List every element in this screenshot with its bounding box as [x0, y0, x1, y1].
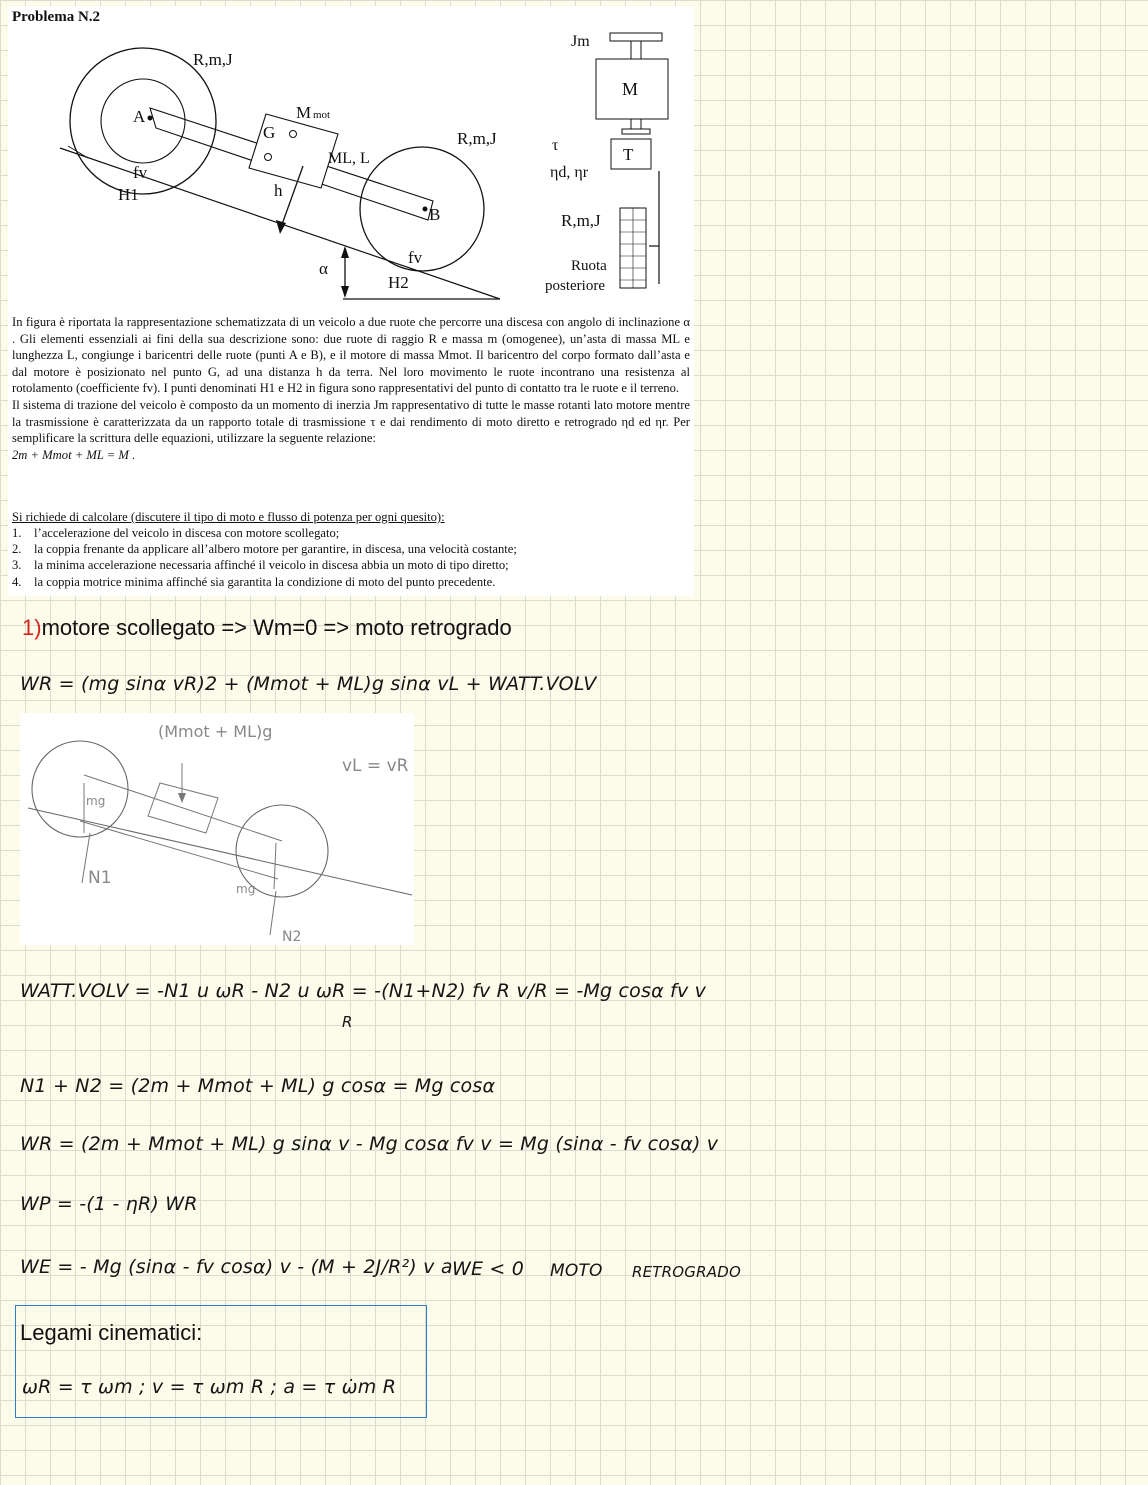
sketch-n2: N2 [282, 929, 302, 945]
label-eta: ηd, ηr [550, 164, 589, 181]
we-negative: WE < 0 [452, 1258, 525, 1280]
solution-heading [22, 615, 512, 641]
label-a: A [133, 107, 146, 126]
label-ruota: Ruota [571, 258, 607, 274]
equation-we: WE = - Mg (sinα - fv cosα) v - (M + 2J/R²) v a [20, 1256, 453, 1278]
label-fv-left: fv [133, 163, 148, 182]
equation-wr-expanded: WR = (2m + Mmot + ML) g sinα v - Mg cosα fv v = Mg (sinα - fv cosα) v [20, 1133, 719, 1155]
label-m-box: M [622, 79, 639, 99]
kinematic-equation: ωR = τ ωm ; v = τ ωm R ; a = τ ω̇m R [22, 1376, 397, 1398]
point-b [423, 207, 428, 212]
moto-label: MOTO [550, 1261, 603, 1281]
requests-heading: Si richiede di calcolare (discutere il tipo di moto e flusso di potenza per ogni quesito): [12, 510, 445, 524]
requests-list [12, 525, 517, 590]
equation-normal-forces: N1 + N2 = (2m + Mmot + ML) g cosα = Mg cosα [20, 1075, 496, 1097]
paragraph-2: Il sistema di trazione del veicolo è composto da un momento di inerzia Jm rappresentativo di tutte le masse rotanti lato motore mentre la trasmissione è caratterizzata da un rapporto totale di trasmissione τ e dai rendimento di moto diretto e retrogrado ηd ed ηr. Per semplificare la scrittura delle equazioni, utilizzare la seguente relazione: [12, 397, 690, 446]
point-g [265, 154, 272, 161]
equation-wp: WP = -(1 - ηR) WR [20, 1193, 198, 1215]
retrogrado-label: RETROGRADO [632, 1263, 741, 1281]
sketch-mg-right: mg [236, 882, 256, 896]
relation: 2m + Mmot + ML = M . [12, 447, 136, 462]
label-jm: Jm [571, 33, 590, 50]
label-h1: H1 [118, 185, 139, 204]
request-item: 4. la coppia motrice minima affinché sia garantita la condizione di moto del punto precedente. [12, 574, 496, 589]
sketch-velocity-equality: vL = vR [342, 756, 409, 776]
label-fv-right: fv [408, 248, 423, 267]
label-tau: τ [552, 137, 559, 154]
problem-description [12, 314, 690, 463]
request-item: 3. la minima accelerazione necessaria affinché il veicolo in discesa abbia un moto di tipo diretto; [12, 558, 509, 573]
label-t-box: T [623, 145, 634, 164]
label-h: h [274, 181, 283, 200]
free-body-sketch [20, 713, 414, 945]
point-a [148, 116, 153, 121]
rear-wheel-rect [620, 208, 646, 288]
sketch-mg-left: mg [86, 794, 106, 808]
label-alpha: α [319, 259, 328, 278]
sketch-load-label: (Mmot + ML)g [158, 722, 273, 741]
label-mmot: M [296, 103, 312, 122]
equation-wr: WR = (mg sinα vR)2 + (Mmot + ML)g sinα vL + WATT.VOLV [20, 673, 597, 695]
equation-watt: WATT.VOLV = -N1 u ωR - N2 u ωR = -(N1+N2) fv R v/R = -Mg cosα fv v [20, 980, 707, 1002]
kinematic-title: Legami cinematici: [20, 1320, 203, 1345]
request-item: 1. l’accelerazione del veicolo in discesa con motore scollegato; [12, 526, 340, 540]
vehicle-diagram [8, 6, 694, 306]
label-mmot-sub: mot [313, 109, 331, 121]
label-h2: H2 [388, 273, 409, 292]
label-rmj-top: R,m,J [193, 50, 233, 69]
paragraph-1: In figura è riportata la rappresentazione schematizzata di un veicolo a due ruote che percorre una discesa con angolo di inclinazione α . Gli elementi essenziali ai fini della sua descrizione sono: due ruote di raggio R e massa m (omogenee), un’asta di massa ML e lunghezza L, congiunge i baricentri delle ruote (punti A e B), e il motore di massa Mmot. Il baricentro del corpo formato dall’asta e dal motore è posizionato nel punto G, ad una distanza h da terra. Nel loro movimento le ruote incontrano una resistenza al rotolamento (coefficiente fv). I punti denominati H1 e H2 in figura sono rappresentativi del punto di contatto tra le ruote e il terreno. [12, 315, 690, 396]
label-rmj-wheel: R,m,J [561, 211, 601, 230]
equation-watt-denominator: R [342, 1013, 353, 1031]
label-rmj-right: R,m,J [457, 129, 497, 148]
problem-statement [8, 6, 694, 596]
sketch-n1: N1 [88, 868, 112, 888]
problem-title: Problema N.2 [12, 9, 101, 25]
heading-text: motore scollegato => Wm=0 => moto retrogrado [41, 615, 512, 640]
kinematic-relations-box [15, 1305, 427, 1418]
label-posteriore: posteriore [545, 278, 605, 294]
label-b: B [429, 205, 441, 224]
label-ml-l: ML, L [328, 150, 370, 167]
request-item: 2. la coppia frenante da applicare all’albero motore per garantire, in discesa, una velocità costante; [12, 542, 517, 557]
heading-number: 1) [22, 615, 42, 640]
label-g: G [263, 123, 276, 142]
